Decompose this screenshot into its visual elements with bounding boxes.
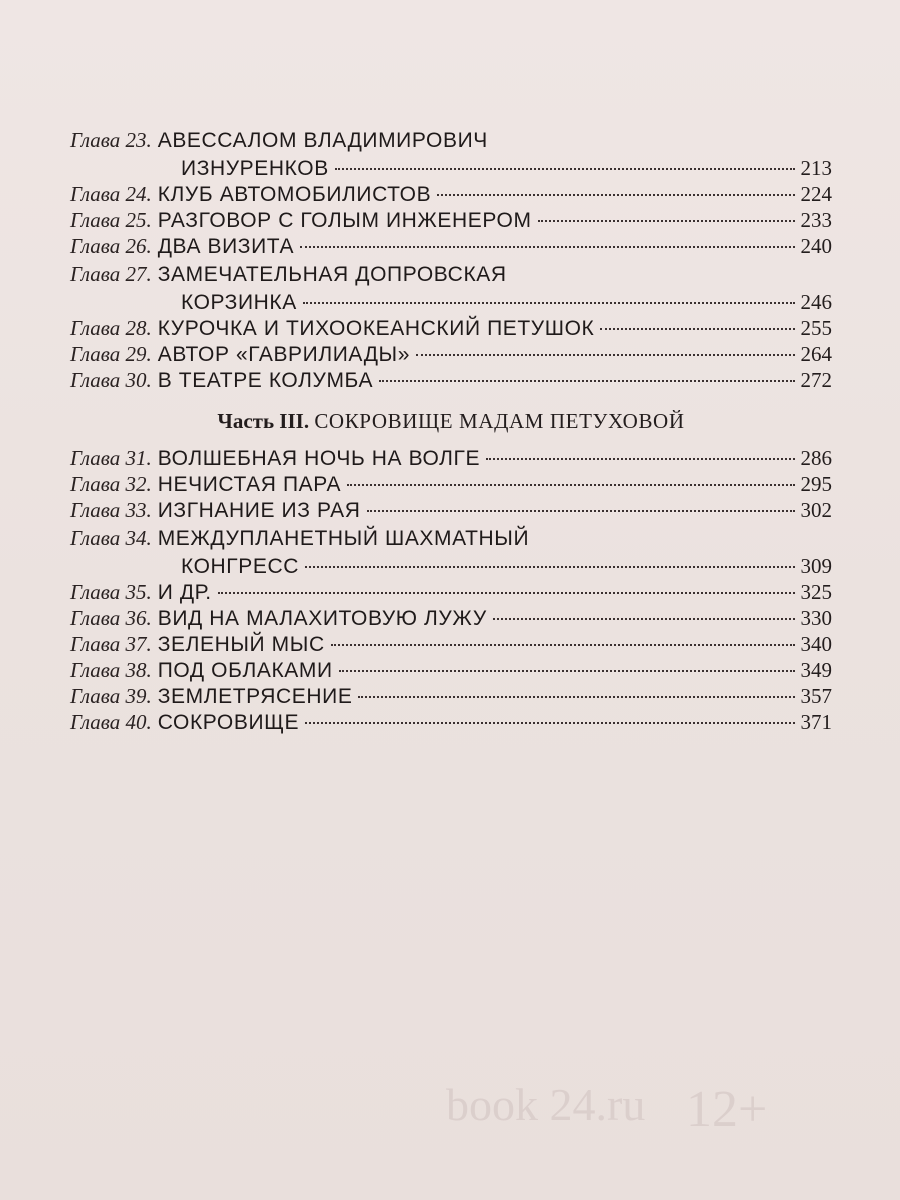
page-number: 224 xyxy=(800,182,832,206)
toc-entry xyxy=(70,709,832,735)
page-number: 340 xyxy=(800,632,832,656)
chapter-title: ВИД НА МАЛАХИТОВУЮ ЛУЖУ xyxy=(157,607,487,630)
dot-leader xyxy=(358,696,794,698)
chapter-label: Глава 28. xyxy=(70,316,152,340)
page-number: 213 xyxy=(800,156,832,180)
page-number: 357 xyxy=(800,684,832,708)
chapter-title: В ТЕАТРЕ КОЛУМБА xyxy=(157,369,374,392)
page-number: 309 xyxy=(800,554,832,578)
chapter-label: Глава 29. xyxy=(70,342,152,366)
toc-entry xyxy=(70,233,832,259)
toc-entry xyxy=(70,497,832,523)
chapter-label: Глава 31. xyxy=(70,446,152,470)
chapter-label: Глава 27. xyxy=(70,262,152,286)
dot-leader xyxy=(303,302,795,304)
chapter-title: КЛУБ АВТОМОБИЛИСТОВ xyxy=(157,183,432,206)
dot-leader xyxy=(347,484,794,486)
toc-entry xyxy=(70,579,832,605)
toc-entry xyxy=(70,605,832,631)
bleed-through-site: book 24.ru xyxy=(446,1079,646,1130)
dot-leader xyxy=(437,194,794,196)
part-heading xyxy=(70,401,832,441)
chapter-label: Глава 38. xyxy=(70,658,152,682)
chapter-label: Глава 30. xyxy=(70,368,152,392)
toc-entry xyxy=(70,471,832,497)
page-number: 264 xyxy=(800,342,832,366)
chapter-title: ЗЕМЛЕТРЯСЕНИЕ xyxy=(157,685,353,708)
chapter-label: Глава 33. xyxy=(70,498,152,522)
chapter-title: ЗАМЕЧАТЕЛЬНАЯ ДОПРОВСКАЯ xyxy=(157,263,507,286)
chapter-title: НЕЧИСТАЯ ПАРА xyxy=(157,473,342,496)
toc-entry xyxy=(70,315,832,341)
part-label: Часть III. xyxy=(217,409,310,433)
toc-entry xyxy=(70,289,832,315)
page-number: 302 xyxy=(800,498,832,522)
toc-entry xyxy=(70,125,832,155)
chapter-label: Глава 37. xyxy=(70,632,152,656)
dot-leader xyxy=(367,510,795,512)
page-number: 272 xyxy=(800,368,832,392)
dot-leader xyxy=(218,592,795,594)
page-number: 233 xyxy=(800,208,832,232)
toc-entry xyxy=(70,445,832,471)
chapter-label: Глава 32. xyxy=(70,472,152,496)
part-title: СОКРОВИЩЕ МАДАМ ПЕТУХОВОЙ xyxy=(314,409,685,433)
toc-entry xyxy=(70,367,832,393)
chapter-title: ДВА ВИЗИТА xyxy=(157,235,295,258)
dot-leader xyxy=(379,380,794,382)
dot-leader xyxy=(538,220,795,222)
page-number: 325 xyxy=(800,580,832,604)
dot-leader xyxy=(331,644,795,646)
chapter-title: ВОЛШЕБНАЯ НОЧЬ НА ВОЛГЕ xyxy=(157,447,481,470)
bleed-through-age-rating: 12+ xyxy=(686,1081,768,1138)
page-number: 330 xyxy=(800,606,832,630)
dot-leader xyxy=(600,328,794,330)
dot-leader xyxy=(416,354,794,356)
dot-leader xyxy=(486,458,794,460)
chapter-title: РАЗГОВОР С ГОЛЫМ ИНЖЕНЕРОМ xyxy=(157,209,532,232)
chapter-title: ИЗГНАНИЕ ИЗ РАЯ xyxy=(157,499,361,522)
chapter-label: Глава 39. xyxy=(70,684,152,708)
toc-entry xyxy=(70,553,832,579)
chapter-title: ПОД ОБЛАКАМИ xyxy=(157,659,333,682)
page-number: 246 xyxy=(800,290,832,314)
toc-entry xyxy=(70,155,832,181)
chapter-label: Глава 25. xyxy=(70,208,152,232)
dot-leader xyxy=(305,722,794,724)
chapter-label: Глава 34. xyxy=(70,526,152,550)
toc-section-part-3 xyxy=(70,445,832,735)
toc-entry xyxy=(70,523,832,553)
dot-leader xyxy=(339,670,795,672)
toc-entry xyxy=(70,657,832,683)
chapter-title: КОНГРЕСС xyxy=(181,555,300,578)
chapter-label: Глава 35. xyxy=(70,580,152,604)
chapter-label: Глава 23. xyxy=(70,128,152,152)
chapter-title: И ДР. xyxy=(157,581,212,604)
page-number: 349 xyxy=(800,658,832,682)
toc-entry xyxy=(70,207,832,233)
toc-entry xyxy=(70,259,832,289)
dot-leader xyxy=(300,246,794,248)
page-number: 286 xyxy=(800,446,832,470)
table-of-contents xyxy=(70,125,832,735)
page-number: 255 xyxy=(800,316,832,340)
page-number: 295 xyxy=(800,472,832,496)
chapter-title: ЗЕЛЕНЫЙ МЫС xyxy=(157,633,325,656)
chapter-title: ИЗНУРЕНКОВ xyxy=(181,157,329,180)
chapter-title: МЕЖДУПЛАНЕТНЫЙ ШАХМАТНЫЙ xyxy=(157,527,530,550)
chapter-label: Глава 26. xyxy=(70,234,152,258)
chapter-title: АВТОР «ГАВРИЛИАДЫ» xyxy=(157,343,411,366)
chapter-title: АВЕССАЛОМ ВЛАДИМИРОВИЧ xyxy=(157,129,488,152)
chapter-label: Глава 40. xyxy=(70,710,152,734)
dot-leader xyxy=(305,566,794,568)
chapter-title: КУРОЧКА И ТИХООКЕАНСКИЙ ПЕТУШОК xyxy=(157,317,595,340)
chapter-title: СОКРОВИЩЕ xyxy=(157,711,300,734)
toc-entry xyxy=(70,683,832,709)
chapter-label: Глава 24. xyxy=(70,182,152,206)
toc-entry xyxy=(70,341,832,367)
page-number: 240 xyxy=(800,234,832,258)
dot-leader xyxy=(335,168,795,170)
toc-section-part-2 xyxy=(70,125,832,393)
chapter-label: Глава 36. xyxy=(70,606,152,630)
page-number: 371 xyxy=(800,710,832,734)
toc-entry xyxy=(70,181,832,207)
dot-leader xyxy=(493,618,795,620)
chapter-title: КОРЗИНКА xyxy=(181,291,297,314)
toc-entry xyxy=(70,631,832,657)
